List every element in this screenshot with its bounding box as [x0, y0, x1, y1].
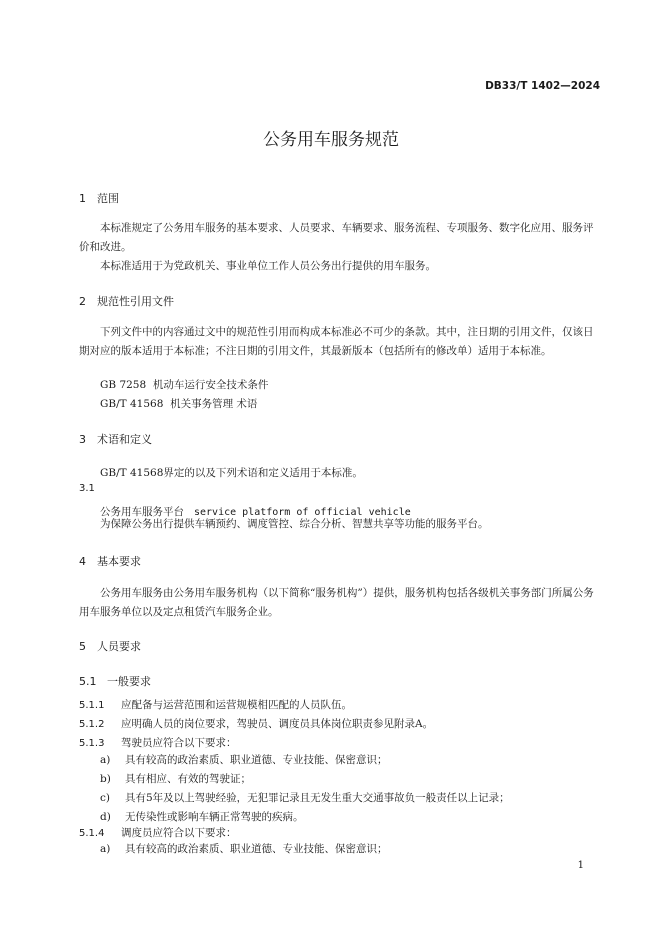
- list-item-text: 具有较高的政治素质、职业道德、专业技能、保密意识；: [125, 843, 388, 855]
- clause-text: 调度员应符合以下要求：: [121, 827, 237, 839]
- list-item: [100, 751, 388, 770]
- list-marker: c): [100, 792, 110, 804]
- section-title: 人员要求: [97, 640, 141, 653]
- list-item: [100, 840, 388, 859]
- clause-number: 5.1.4: [79, 828, 105, 839]
- list-item: [100, 789, 510, 808]
- paragraph: GB/T 41568界定的以及下列术语和定义适用于本标准。: [100, 467, 363, 479]
- paragraph: 下列文件中的内容通过文中的规范性引用而构成本标准必不可少的条款。其中，注日期的引用文件，仅该日期对应的版本适用于本标准；不注日期的引用文件，其最新版本（包括所有的修改单）适用于本标准。: [79, 326, 594, 357]
- section-heading-terms: [79, 431, 152, 447]
- section-number: 4: [79, 555, 86, 568]
- list-marker: a): [100, 754, 111, 766]
- reference-code: GB/T 41568: [100, 398, 164, 410]
- clause: [79, 825, 237, 840]
- clause: [79, 716, 433, 731]
- list-item-text: 无传染性或影响车辆正常驾驶的疾病。: [125, 811, 304, 823]
- section-title: 范围: [97, 192, 119, 205]
- clause-text: 应配备与运营范围和运营规模相匹配的人员队伍。: [121, 699, 352, 711]
- list-marker: d): [100, 811, 111, 823]
- reference-item: [100, 376, 268, 395]
- document-title: 公务用车服务规范: [263, 130, 399, 150]
- clause: [79, 735, 237, 750]
- reference-name: 机关事务管理 术语: [170, 398, 258, 410]
- clause-number: 5.1.2: [79, 719, 105, 730]
- section-title: 规范性引用文件: [97, 295, 174, 308]
- term-english: service platform of official vehicle: [194, 507, 411, 518]
- section-title: 基本要求: [97, 555, 141, 568]
- subsection-number: 5.1: [79, 675, 97, 688]
- list-marker: a): [100, 843, 111, 855]
- section-number: 5: [79, 640, 86, 653]
- section-number: 3: [79, 433, 86, 446]
- reference-name: 机动车运行安全技术条件: [152, 379, 269, 391]
- clause-number: 5.1.3: [79, 738, 105, 749]
- paragraph: 公务用车服务由公务用车服务机构（以下简称“服务机构”）提供，服务机构包括各级机关事务部门所属公务用车服务单位以及定点租赁汽车服务企业。: [79, 587, 594, 618]
- standard-code: DB33/T 1402—2024: [485, 80, 600, 92]
- term-number: 3.1: [79, 483, 95, 494]
- reference-item: [100, 395, 257, 414]
- paragraph: 本标准适用于为党政机关、事业单位工作人员公务出行提供的用车服务。: [100, 260, 436, 272]
- section-heading-basic-requirements: [79, 553, 141, 569]
- clause-number: 5.1.1: [79, 700, 105, 711]
- subsection-title: 一般要求: [107, 675, 151, 688]
- section-heading-personnel-requirements: [79, 638, 141, 654]
- list-marker: b): [100, 773, 111, 785]
- subsection-heading-general: [79, 673, 151, 689]
- list-item-text: 具有相应、有效的驾驶证；: [125, 773, 251, 785]
- list-item: [100, 770, 251, 789]
- paragraph: 本标准规定了公务用车服务的基本要求、人员要求、车辆要求、服务流程、专项服务、数字化应用、服务评价和改进。: [79, 222, 594, 253]
- reference-code: GB 7258: [100, 379, 147, 391]
- clause-text: 应明确人员的岗位要求，驾驶员、调度员具体岗位职责参见附录A。: [121, 718, 434, 730]
- section-number: 2: [79, 295, 86, 308]
- list-item-text: 具有5年及以上驾驶经验，无犯罪记录且无发生重大交通事故负一般责任以上记录；: [125, 792, 510, 804]
- term-definition: 为保障公务出行提供车辆预约、调度管控、综合分析、智慧共享等功能的服务平台。: [100, 518, 489, 530]
- section-title: 术语和定义: [97, 433, 152, 446]
- page-number: 1: [577, 860, 584, 871]
- section-number: 1: [79, 192, 86, 205]
- list-item-text: 具有较高的政治素质、职业道德、专业技能、保密意识；: [125, 754, 388, 766]
- clause-text: 驾驶员应符合以下要求：: [121, 737, 237, 749]
- section-heading-normative-references: [79, 293, 174, 309]
- term-chinese: 公务用车服务平台: [100, 506, 184, 518]
- clause: [79, 697, 352, 712]
- section-heading-scope: [79, 190, 119, 206]
